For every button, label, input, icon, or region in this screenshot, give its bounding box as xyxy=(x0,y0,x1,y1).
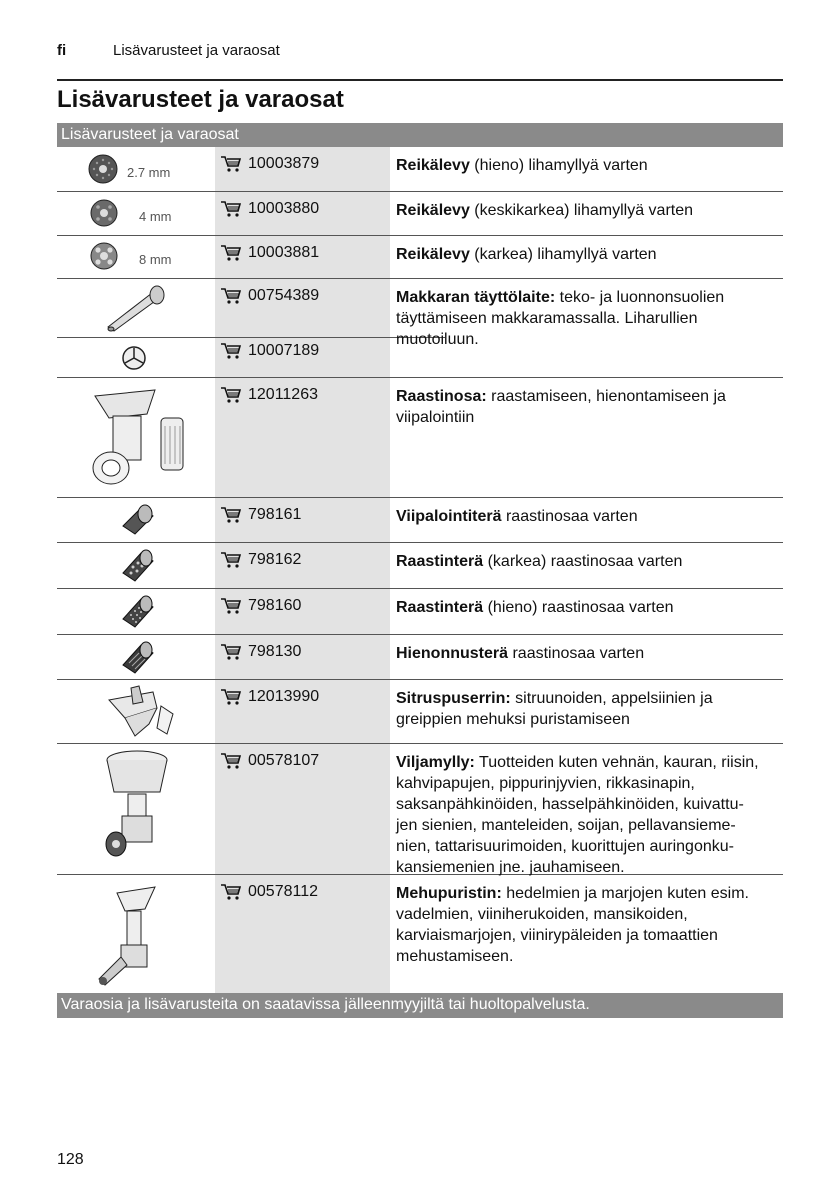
table-row xyxy=(57,543,783,589)
coarse-grater-drum-icon xyxy=(117,549,157,583)
item-description: raastinosaa varten xyxy=(508,645,645,662)
cart-icon xyxy=(220,506,242,524)
item-name: Raastinterä xyxy=(396,599,484,616)
hole-size: 8 mm xyxy=(139,252,172,267)
item-name: Sitruspuserrin: xyxy=(396,690,511,707)
item-description: raastinosaa varten xyxy=(501,508,638,525)
table-row xyxy=(57,279,783,378)
accessories-table xyxy=(57,123,783,994)
table-row xyxy=(57,744,783,875)
item-name: Viipalointiterä xyxy=(396,508,502,525)
cart-icon xyxy=(220,155,242,173)
table-row xyxy=(57,236,783,279)
table-row xyxy=(57,680,783,744)
page-title: Lisävarusteet ja varaosat xyxy=(57,86,344,113)
item-description: (keskikarkea) lihamyllyä varten xyxy=(469,202,694,219)
table-row xyxy=(57,498,783,543)
cart-icon xyxy=(220,752,242,770)
item-description: sitruunoiden, appelsiinien ja greippien mehuksi puristamiseen xyxy=(396,690,713,728)
header-section: Lisävarusteet ja varaosat xyxy=(113,42,280,59)
item-name: Reikälevy xyxy=(396,246,470,263)
part-number: 10003879 xyxy=(248,155,320,172)
cart-icon xyxy=(220,200,242,218)
part-number: 10007189 xyxy=(248,342,320,359)
item-name: Raastinterä xyxy=(396,553,484,570)
language-code: fi xyxy=(57,42,67,59)
table-row xyxy=(57,875,783,994)
part-number: 798162 xyxy=(248,551,302,568)
juice-press-icon xyxy=(95,879,175,989)
sausage-filler-icon xyxy=(102,283,172,333)
part-number: 12013990 xyxy=(248,688,320,705)
item-name: Viljamylly: xyxy=(396,754,475,771)
grinding-drum-icon xyxy=(117,641,157,675)
item-name: Raastinosa: xyxy=(396,388,487,405)
table-row xyxy=(57,147,783,192)
shaping-disc-icon xyxy=(121,345,147,371)
part-number: 10003880 xyxy=(248,200,320,217)
table-row xyxy=(57,589,783,635)
cart-icon xyxy=(220,244,242,262)
part-number: 798130 xyxy=(248,643,302,660)
slicing-drum-icon xyxy=(117,504,157,536)
table-row xyxy=(57,378,783,498)
item-name: Reikälevy xyxy=(396,202,470,219)
cart-icon xyxy=(220,287,242,305)
cart-icon xyxy=(220,551,242,569)
item-description: Tuotteiden kuten vehnän, kauran, riisin, kahvipapujen, pippurinjyvien, rikkasinapin, saksanpähkinöiden, hasselpähkinöiden, kuivattu-jen sienien, manteleiden, soijan, pellavansieme-nien, tattarisuurimoiden, kuorittujen auringonku-kansiemenien jne. jauhamiseen. xyxy=(396,754,759,876)
item-description: (karkea) lihamyllyä varten xyxy=(469,246,657,263)
item-description: (hieno) raastinosaa varten xyxy=(483,599,674,616)
cart-icon xyxy=(220,883,242,901)
cart-icon xyxy=(220,688,242,706)
grater-attachment-icon xyxy=(85,382,195,492)
cart-icon xyxy=(220,342,242,360)
part-number: 798161 xyxy=(248,506,302,523)
item-description: raastamiseen, hienontamiseen ja viipalointiin xyxy=(396,388,726,426)
item-name: Makkaran täyttölaite: xyxy=(396,289,556,306)
item-name: Mehupuristin: xyxy=(396,885,502,902)
part-number: 00578112 xyxy=(248,883,318,900)
citrus-press-icon xyxy=(105,684,177,740)
cart-icon xyxy=(220,643,242,661)
page-number: 128 xyxy=(57,1151,84,1168)
item-description: teko- ja luonnonsuolien täyttämiseen makkaramassalla. Liharullien muotoiluun. xyxy=(396,289,725,348)
part-number: 00754389 xyxy=(248,287,320,304)
table-footer-note: Varaosia ja lisävarusteita on saatavissa jälleenmyyjiltä tai huoltopalvelusta. xyxy=(57,993,783,1018)
table-row xyxy=(57,192,783,236)
running-header xyxy=(57,42,280,59)
part-number: 00578107 xyxy=(248,752,320,769)
hole-size: 2.7 mm xyxy=(127,165,171,180)
item-description: hedelmien ja marjojen kuten esim. vadelmien, viiniherukoiden, mansikoiden, karviaismarjojen, viinirypäleiden ja tomaattien mehustamiseen. xyxy=(396,885,749,965)
part-number: 12011263 xyxy=(248,386,318,403)
perforated-disc-icon xyxy=(89,198,119,228)
grain-mill-icon xyxy=(102,748,172,868)
header-rule xyxy=(57,79,783,81)
perforated-disc-icon xyxy=(87,153,119,185)
item-description: (hieno) lihamyllyä varten xyxy=(469,157,648,174)
row-divider xyxy=(57,337,445,338)
cart-icon xyxy=(220,386,242,404)
fine-grater-drum-icon xyxy=(117,595,157,629)
item-name: Hienonnusterä xyxy=(396,645,509,662)
table-row xyxy=(57,635,783,680)
hole-size: 4 mm xyxy=(139,209,172,224)
cart-icon xyxy=(220,597,242,615)
part-number: 10003881 xyxy=(248,244,320,261)
item-name: Reikälevy xyxy=(396,157,470,174)
table-title: Lisävarusteet ja varaosat xyxy=(57,123,783,147)
part-number: 798160 xyxy=(248,597,302,614)
perforated-disc-icon xyxy=(89,241,119,271)
item-description: (karkea) raastinosaa varten xyxy=(483,553,683,570)
